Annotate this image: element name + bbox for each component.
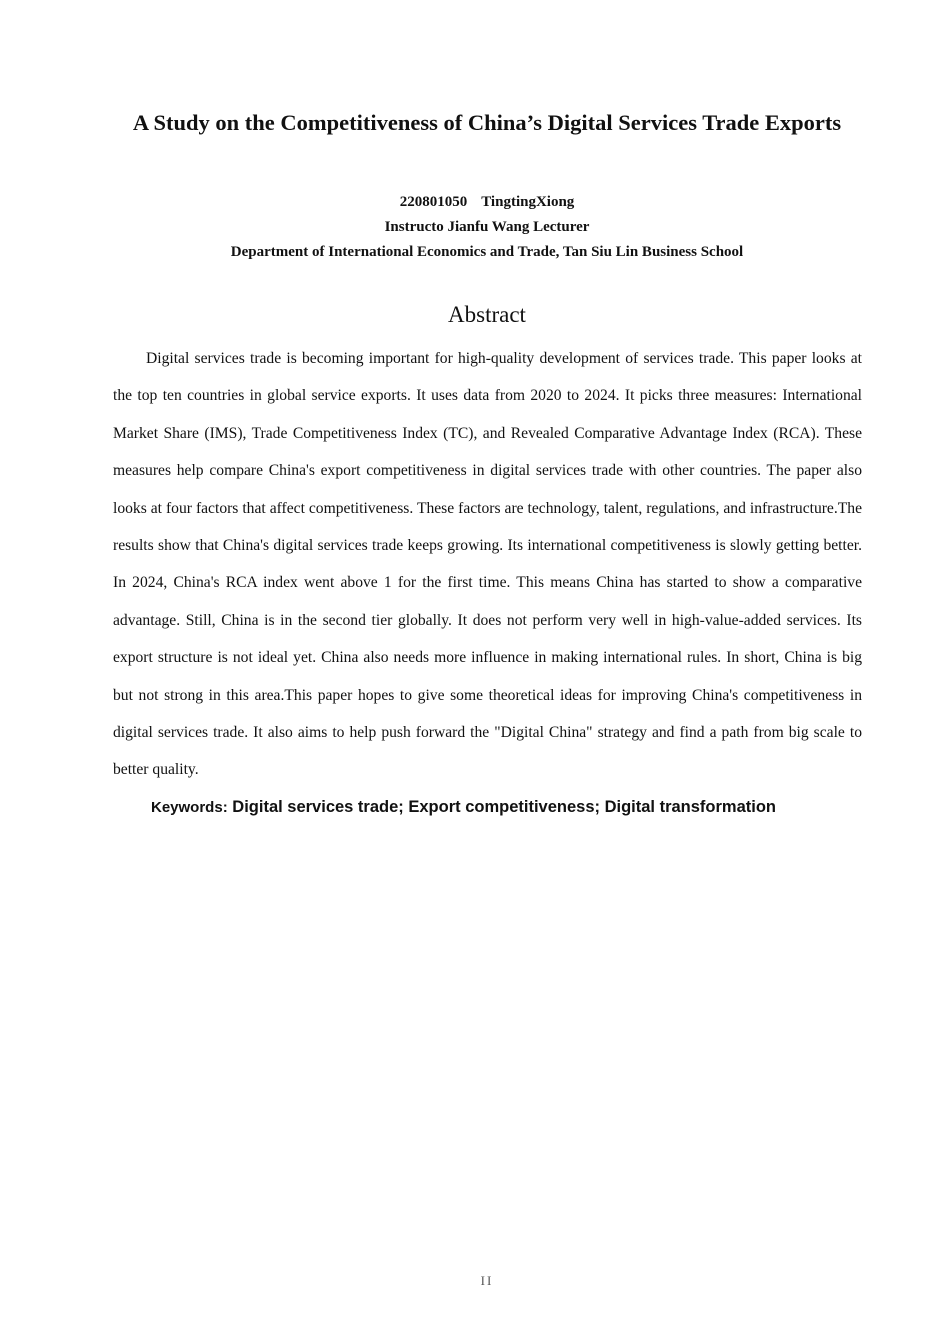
page-number: II: [480, 1273, 494, 1288]
abstract-body: Digital services trade is becoming important for high-quality development of services trade. This paper looks at the top ten countries in global service exports. It uses data from 2020 to 2024. It picks three measures: International Market Share (IMS), Trade Competitiveness Index (TC), and Revealed Comparative Advantage Index (RCA). These measures help compare China's export competitiveness in digital services trade with other countries. The paper also looks at four factors that affect competitiveness. These factors are technology, talent, regulations, and infrastructure.The results show that China's digital services trade keeps growing. Its international competitiveness is slowly getting better. In 2024, China's RCA index went above 1 for the first time. This means China has started to show a comparative advantage. Still, China is in the second tier globally. It does not perform very well in high-value-added services. Its export structure is not ideal yet. China also needs more influence in making international rules. In short, China is big but not strong in this area.This paper hopes to give some theoretical ideas for improving China's competitiveness in digital services trade. It also aims to help push forward the "Digital China" strategy and find a path from big scale to better quality.: [113, 350, 862, 779]
author-name: TingtingXiong: [481, 194, 575, 210]
student-id: 220801050: [399, 194, 468, 210]
author-line: [112, 192, 862, 212]
instructor-line: Instructo Jianfu Wang Lecturer: [384, 219, 590, 235]
paper-title: A Study on the Competitiveness of China’s Digital Services Trade Exports: [132, 110, 842, 135]
keywords-label: Keywords:: [151, 799, 228, 816]
keywords-line: [151, 794, 871, 821]
department-line: Department of International Economics and Trade, Tan Siu Lin Business School: [230, 244, 744, 260]
keywords-text: Digital services trade; Export competitiveness; Digital transformation: [232, 798, 777, 816]
abstract-heading: Abstract: [448, 302, 526, 327]
